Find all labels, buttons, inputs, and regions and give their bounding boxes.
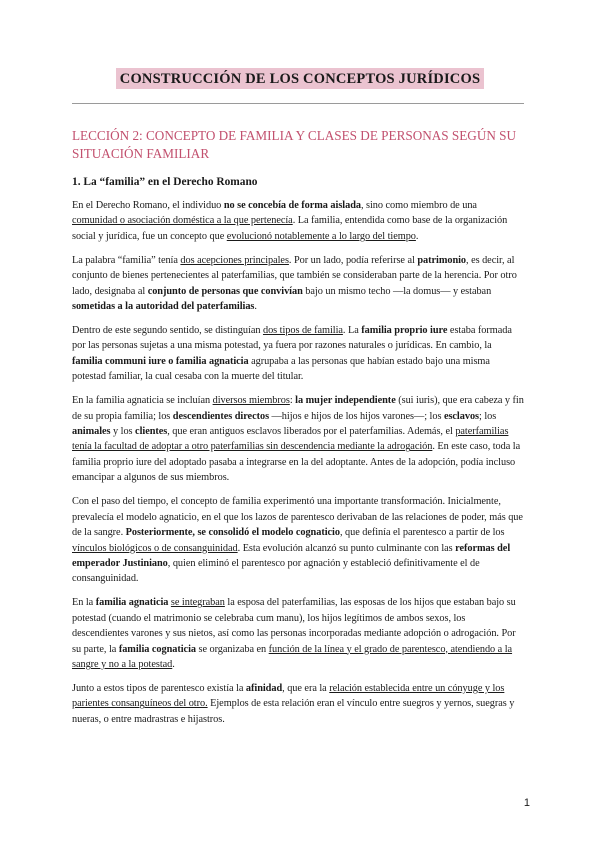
underlined-text: comunidad o asociación doméstica a la que pertenecía <box>72 215 293 227</box>
bold-text: familia agnaticia <box>95 597 169 609</box>
bold-text: reformas del emperador Justiniano <box>72 542 511 569</box>
paragraph-4 <box>72 393 524 485</box>
text-run: . La familia, entendida como base de la organización social y jurídica, fue un concepto que <box>72 215 508 242</box>
bold-text: conjunto de personas que convivían <box>147 285 303 297</box>
text-run: : <box>289 395 296 407</box>
bold-text: familia communi iure o familia agnaticia <box>72 355 249 367</box>
text-run: y los <box>110 426 136 438</box>
text-run: , es decir, al conjunto de bienes pertenecientes al paterfamilias, que también se consideraban parte de la herencia. Por otro lado, designaba al <box>72 254 517 297</box>
text-run: . Por un lado, podía referirse al <box>288 254 418 266</box>
title-divider <box>72 103 524 104</box>
underlined-text: relación establecida entre un cónyuge y los parientes consanguíneos del otro. <box>72 682 505 710</box>
paragraph-6 <box>72 595 524 672</box>
document-body <box>72 198 524 736</box>
text-run: Ejemplos de esta relación eran el vínculo entre suegros y yernos, suegras y nueras, o entre madrastras e hijastros. <box>72 698 515 725</box>
bold-text: esclavos <box>443 410 479 422</box>
text-run: , sino como miembro de una <box>360 200 477 211</box>
text-run: En el Derecho Romano, el individuo <box>72 200 224 211</box>
text-run: En la <box>72 597 96 609</box>
text-run: Dentro de este segundo sentido, se distinguían <box>72 325 263 337</box>
lesson-heading: LECCIÓN 2: CONCEPTO DE FAMILIA Y CLASES DE PERSONAS SEGÚN SU SITUACIÓN FAMILIAR <box>72 128 517 161</box>
title-block <box>0 68 600 89</box>
paragraph-7 <box>72 681 524 727</box>
bold-text: familia proprio iure <box>361 325 448 337</box>
text-run: —hijos e hijos de los hijos varones—; los <box>269 410 444 422</box>
text-run: La palabra “familia” tenía <box>72 254 181 266</box>
text-run: (sui iuris), que era cabeza y fin de su propia familia; los <box>72 395 524 422</box>
text-run: ; los <box>479 410 497 422</box>
text-run: . La <box>342 325 362 337</box>
text-run: la esposa del paterfamilias, las esposas de los hijos que estaban bajo su potestad (cuando el matrimonio se celebraba cum manu), los hijos legítimos de ambos sexos, los descendientes varones y sus nietos, así como las personas incorporadas mediante adopción o adrogación. Por su parte, la <box>72 597 516 655</box>
bold-text: patrimonio <box>417 254 467 266</box>
text-run: , que eran antiguos esclavos liberados por el paterfamilias. Además, el <box>167 426 456 438</box>
bold-text: familia cognaticia <box>118 643 196 655</box>
text-run: . Esta evolución alcanzó su punto culminante con las <box>237 542 456 554</box>
text-run: . <box>172 658 175 670</box>
text-run: agrupaba a las personas que habían estado bajo una misma potestad familiar, la cual cesaba con la muerte del titular. <box>72 355 490 383</box>
underlined-text: diversos miembros <box>212 395 290 407</box>
underlined-text: evolucionó notablemente a lo largo del tiempo <box>226 230 416 242</box>
paragraph-1 <box>72 198 524 244</box>
bold-text: descendientes directos <box>172 410 270 422</box>
bold-text: animales <box>72 426 111 438</box>
text-run: , quien eliminó el parentesco por agnación y estableció definitivamente el de consanguinidad. <box>72 557 480 585</box>
bold-text: la mujer independiente <box>295 395 396 407</box>
underlined-text: vínculos biológicos o de consanguinidad <box>72 542 238 554</box>
underlined-text: paterfamilias tenía la facultad de adoptar a otro paterfamilias sin descendencia mediante la adrogación <box>72 426 509 453</box>
bold-text: clientes <box>135 426 168 438</box>
text-run: Con el paso del tiempo, el concepto de familia experimentó una importante transformación. Inicialmente, prevalecía el modelo agnaticio, en el que los lazos de parentesco derivaban de las relaciones de poder, más que de la sangre. <box>72 496 523 539</box>
underlined-text: dos tipos de familia <box>262 325 343 337</box>
paragraph-3 <box>72 323 524 385</box>
text-run: . <box>415 230 419 242</box>
text-run: , que definía el parentesco a partir de los <box>339 527 505 539</box>
text-run: Junto a estos tipos de parentesco existía la <box>72 682 246 694</box>
text-run: estaba formada por las personas sujetas a una misma potestad, ya fuera por razones naturales o jurídicas. En cambio, la <box>72 325 512 352</box>
underlined-text: dos acepciones principales <box>180 254 289 266</box>
bold-text: no se concebía de forma aislada <box>223 200 361 211</box>
text-run: bajo un mismo techo —la domus— y estaban <box>302 285 492 297</box>
text-run: . <box>254 301 257 313</box>
paragraph-5 <box>72 494 524 586</box>
text-run: , que era la <box>282 682 330 694</box>
text-run: En la familia agnaticia se incluían <box>72 395 213 407</box>
page-number: 1 <box>523 797 530 809</box>
underlined-text: función de la línea y el grado de parentesco, atendiendo a la sangre y no a la potestad <box>72 643 513 670</box>
underlined-text: se integraban <box>170 597 225 609</box>
bold-text: afinidad <box>245 682 283 694</box>
document-title: CONSTRUCCIÓN DE LOS CONCEPTOS JURÍDICOS <box>116 68 484 89</box>
bold-text: Posteriormente, se consolidó el modelo cognaticio <box>125 527 340 539</box>
text-run: . En este caso, toda la familia proprio iure del adoptado pasaba a integrarse en la del adoptante. Antes de la adopción, podía incluso emancipar a algunos de sus miembros. <box>72 441 521 484</box>
bold-text: sometidas a la autoridad del paterfamilias <box>72 301 255 313</box>
paragraph-2 <box>72 253 524 315</box>
text-run: se organizaba en <box>195 643 269 655</box>
section-heading: 1. La “familia” en el Derecho Romano <box>72 176 258 188</box>
